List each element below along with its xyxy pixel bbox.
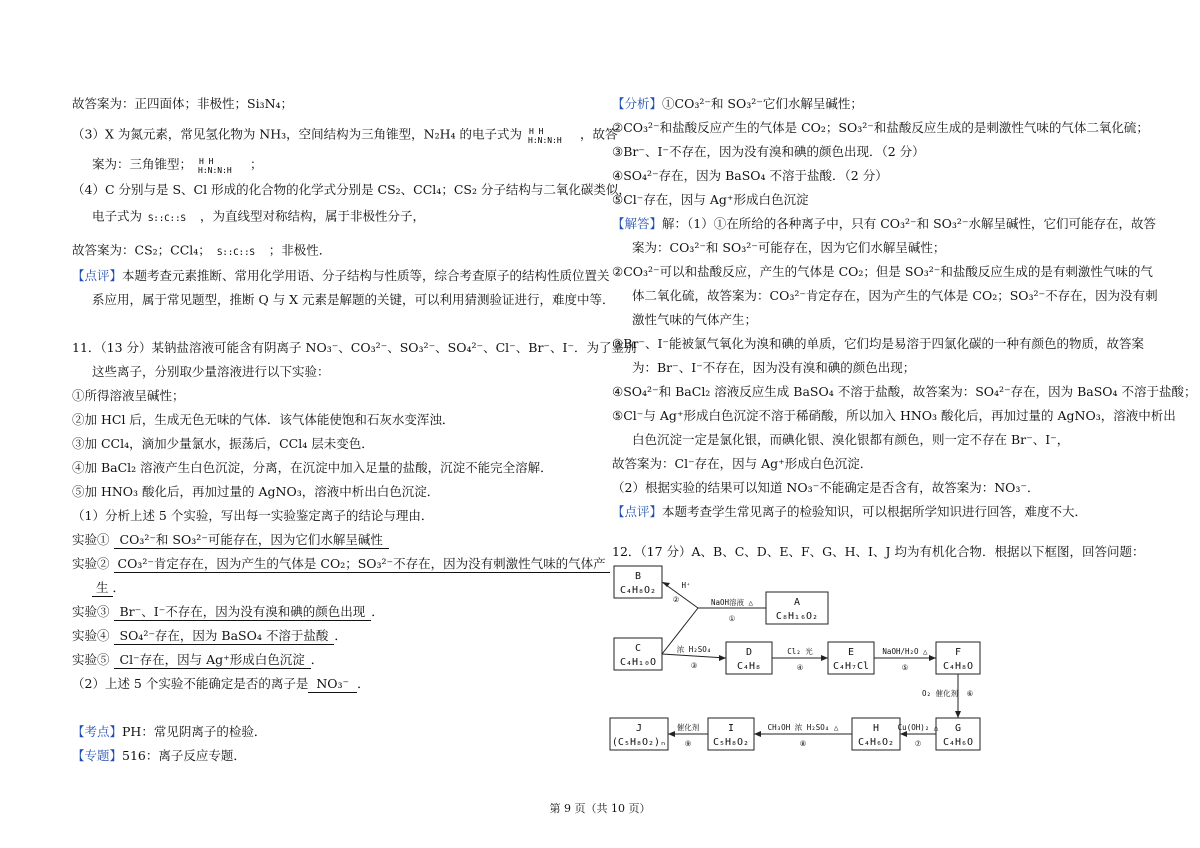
e-formula: C₄H₇Cl: [832, 661, 870, 672]
i-label: I: [727, 723, 735, 734]
b-label: B: [634, 571, 642, 582]
part4-answer: 故答案为：CS₂；CCl₄； S::C::S ；非极性．: [72, 242, 332, 258]
solution-2: ②CO₃²⁻可以和盐酸反应，产生的气体是 CO₂；但是 SO₃²⁻和盐酸反应生成的是有刺激性气味的气: [612, 264, 1153, 279]
svg-text:H H: H H: [528, 127, 544, 136]
step-3: ③加 CCl₄，滴加少量氯水，振荡后，CCl₄ 层未变色．: [72, 436, 374, 451]
solution-1b: 案为：CO₃²⁻和 SO₃²⁻可能存在，因为它们水解呈碱性；: [632, 240, 946, 255]
part3-line: （3）X 为氮元素，常见氢化物为 NH₃，空间结构为三角锥型，N₂H₄ 的电子式为 H H H:N:N:H ，故答: [72, 124, 617, 146]
exp5-answer: 实验⑤ Cl⁻存在，因与 Ag⁺形成白色沉淀 ．: [72, 652, 324, 667]
n2h4-electron-formula-answer: [198, 154, 244, 176]
part2-answer: （2）上述 5 个实验不能确定是否的离子是 NO₃⁻ ．: [72, 676, 370, 691]
svg-text:H H: H H: [199, 157, 214, 166]
b-formula: C₄H₈O₂: [619, 585, 657, 596]
svg-text:H:N:N:H: H:N:N:H: [527, 136, 562, 145]
part4-line: （4）C 分别与是 S、Cl 形成的化合物的化学式分别是 CS₂、CCl₄；CS₂ 分子结构与二氧化碳类似，: [72, 182, 631, 197]
solution-5b: 白色沉淀一定是氯化银，而碘化银、溴化银都有颜色，则一定不存在 Br⁻、I⁻，: [632, 432, 1070, 447]
solution-line: 【解答】解：（1）①在所给的各种离子中，只有 CO₃²⁻和 SO₃²⁻水解呈碱性，它们可能存在，故答: [612, 216, 1157, 231]
solution-4: ④SO₄²⁻和 BaCl₂ 溶液反应生成 BaSO₄ 不溶于盐酸，故答案为：SO₄²⁻存在，因为 BaSO₄ 不溶于盐酸；: [612, 384, 1197, 399]
svg-text:H:N:N:H: H:N:N:H: [198, 166, 232, 175]
part3-answer: 案为：三角锥型； H H H:N:N:H ；: [92, 154, 263, 176]
exp3-answer: 实验③ Br⁻、I⁻不存在，因为没有溴和碘的颜色出现 ．: [72, 604, 384, 619]
r1-cond: NaOH溶液 △: [710, 598, 754, 607]
h-label: H: [872, 723, 880, 734]
svg-text:S::C::S: S::C::S: [148, 214, 186, 224]
step-4: ④加 BaCl₂ 溶液产生白色沉淀，分离，在沉淀中加入足量的盐酸，沉淀不能完全溶解．: [72, 460, 553, 475]
f-formula: C₄H₈O: [942, 661, 974, 672]
cs2-electron-formula: [148, 208, 194, 226]
g-label: G: [954, 723, 962, 734]
r5-cond: NaOH/H₂O △: [882, 647, 928, 656]
solution-7: （2）根据实验的结果可以知道 NO₃⁻不能确定是否含有，故答案为：NO₃⁻．: [612, 480, 1040, 495]
svg-text:S::C::S: S::C::S: [216, 248, 255, 258]
review-line: 【点评】本题考查学生常见离子的检验知识，可以根据所学知识进行回答，难度不大．: [612, 504, 1088, 519]
g-formula: C₄H₆O: [942, 737, 974, 748]
r6-num: ⑥: [966, 689, 974, 698]
d-formula: C₄H₈: [736, 661, 762, 672]
step-1: ①所得溶液呈碱性；: [72, 388, 185, 403]
solution-2c: 激性气味的气体产生；: [632, 312, 758, 327]
r4-cond: Cl₂ 光: [787, 647, 813, 656]
cs2-electron-formula-answer: [217, 242, 263, 260]
solution-5: ⑤Cl⁻与 Ag⁺形成白色沉淀不溶于稀硝酸，所以加入 HNO₃ 酸化后，再加过量的 AgNO₃，溶液中析出: [612, 408, 1176, 423]
j-label: J: [635, 723, 643, 734]
exp2-answer: 实验② CO₃²⁻肯定存在，因为产生的气体是 CO₂；SO₃²⁻不存在，因为没有刺激性气味的气体产: [72, 556, 610, 573]
analysis-2: ②CO₃²⁻和盐酸反应产生的气体是 CO₂；SO₃²⁻和盐酸反应生成的是刺激性气味的气体二氧化硫；: [612, 120, 1149, 135]
r7-num: ⑦: [914, 739, 922, 748]
zhuanti-line: 【专题】516：离子反应专题．: [72, 748, 246, 763]
i-formula: C₅H₈O₂: [712, 737, 750, 748]
a-formula: C₈H₁₆O₂: [775, 611, 819, 622]
step-2: ②加 HCl 后，生成无色无味的气体．该气体能使饱和石灰水变浑浊．: [72, 412, 455, 427]
r9-cond: 催化剂: [676, 723, 700, 732]
solution-3b: 为：Br⁻、I⁻不存在，因为没有溴和碘的颜色出现；: [632, 360, 916, 375]
reaction-flowchart: [606, 562, 1006, 758]
exp1-answer: 实验① CO₃²⁻和 SO₃²⁻可能存在，因为它们水解呈碱性: [72, 532, 389, 549]
question-11-cont: 这些离子，分别取少量溶液进行以下实验：: [92, 364, 330, 379]
solution-3: ③Br⁻、I⁻能被氯气氧化为溴和碘的单质，它们均是易溶于四氯化碳的一种有颜色的物质，故答案: [612, 336, 1145, 351]
question-11: 11．（13 分）某钠盐溶液可能含有阴离子 NO₃⁻、CO₃²⁻、SO₃²⁻、SO₄²⁻、Cl⁻、Br⁻、I⁻．为了鉴别: [72, 340, 637, 355]
r8-num: ⑧: [799, 739, 807, 748]
r4-num: ④: [796, 663, 804, 672]
e-label: E: [847, 647, 855, 658]
step-5: ⑤加 HNO₃ 酸化后，再加过量的 AgNO₃，溶液中析出白色沉淀．: [72, 484, 440, 499]
r1-num: ①: [728, 614, 736, 623]
f-label: F: [954, 647, 962, 658]
analysis-3: ③Br⁻、I⁻不存在，因为没有溴和碘的颜色出现．（2 分）: [612, 144, 925, 159]
a-label: A: [793, 597, 801, 608]
answer-line: 故答案为：正四面体；非极性；Si₃N₄；: [72, 96, 294, 111]
r6-cond: O₂ 催化剂: [921, 689, 959, 698]
page-footer: 第 9 页（共 10 页）: [549, 802, 651, 815]
question-12: 12．（17 分）A、B、C、D、E、F、G、H、I、J 均为有机化合物．根据以下框图，回答问题：: [612, 544, 1145, 559]
kaodian-line: 【考点】PH：常见阴离子的检验．: [72, 724, 267, 739]
r3-num: ③: [690, 661, 698, 670]
comment-tag: 【点评】: [72, 268, 123, 283]
part1-prompt: （1）分析上述 5 个实验，写出每一实验鉴定离子的结论与理由．: [72, 508, 434, 523]
solution-2b: 体二氧化硫，故答案为：CO₃²⁻肯定存在，因为产生的气体是 CO₂；SO₃²⁻不存在，因为没有刺: [632, 288, 1158, 303]
analysis-5: ⑤Cl⁻存在，因与 Ag⁺形成白色沉淀: [612, 192, 809, 207]
r7-cond: Cu(OH)₂ △: [897, 723, 939, 732]
n2h4-electron-formula: [528, 124, 574, 146]
exp4-answer: 实验④ SO₄²⁻存在，因为 BaSO₄ 不溶于盐酸 ．: [72, 628, 347, 643]
c-label: C: [634, 643, 642, 654]
solution-6: 故答案为：Cl⁻存在，因与 Ag⁺形成白色沉淀．: [612, 456, 873, 471]
r5-num: ⑤: [901, 663, 909, 672]
analysis-4: ④SO₄²⁻存在，因为 BaSO₄ 不溶于盐酸．（2 分）: [612, 168, 888, 183]
c-formula: C₄H₁₀O: [619, 657, 657, 668]
j-formula: (C₅H₈O₂)ₙ: [611, 737, 667, 748]
analysis-line: 【分析】①CO₃²⁻和 SO₃²⁻它们水解呈碱性；: [612, 96, 863, 111]
cs2-electron-line: 电子式为 S::C::S ，为直线型对称结构，属于非极性分子，: [92, 208, 425, 224]
exp2-answer-cont: 生 ．: [92, 580, 125, 597]
r8-cond: CH₃OH 浓 H₂SO₄ △: [767, 723, 839, 732]
r3-cond: 浓 H₂SO₄: [676, 645, 712, 654]
d-label: D: [745, 647, 753, 658]
r2-cond: H⁺: [681, 581, 691, 590]
r9-num: ⑨: [684, 739, 692, 748]
comment-line: 【点评】本题考查元素推断、常用化学用语、分子结构与性质等，综合考查原子的结构性质位置关: [72, 268, 610, 283]
comment-line-2: 系应用，属于常见题型，推断 Q 与 X 元素是解题的关键，可以利用猜测验证进行，难度中等．: [92, 292, 615, 307]
h-formula: C₄H₆O₂: [857, 737, 895, 748]
r2-num: ②: [672, 595, 680, 604]
